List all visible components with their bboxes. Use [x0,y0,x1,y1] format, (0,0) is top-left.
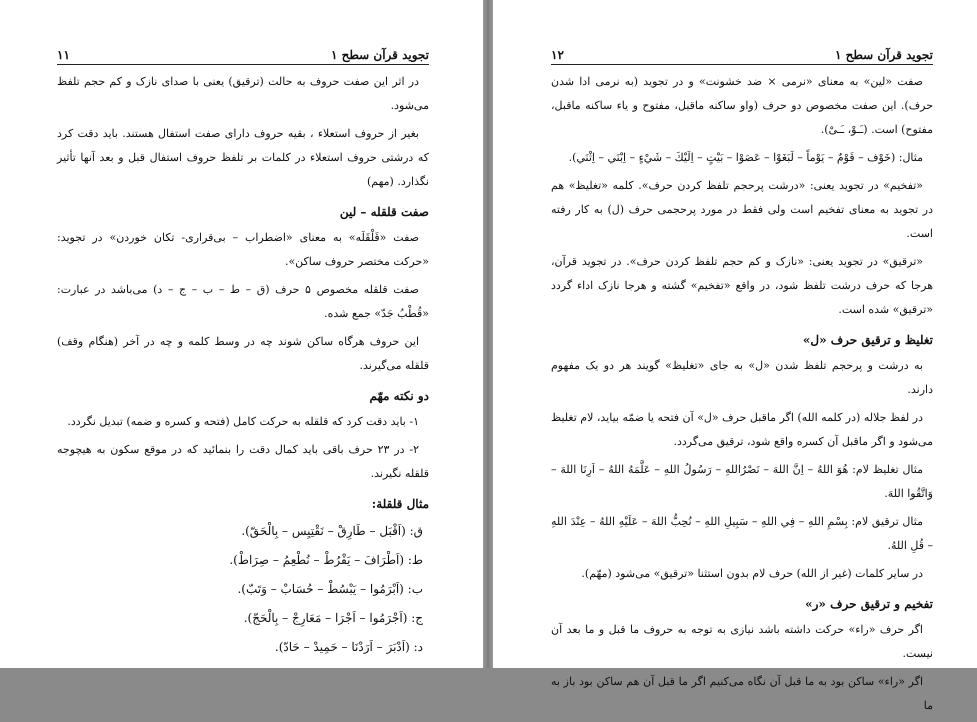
left-page [0,0,483,668]
section-heading: صفت قلقله – لین [339,205,429,219]
example-line: ط: (اَطْرَافَ – يَفْرُطْ – نُطْعِمُ – صِرَاطْ). [229,553,423,567]
section-heading: دو نکته مهّم [369,389,429,403]
section-heading: تفخیم و ترقیق حرف «ر» [805,597,933,611]
paragraph: این حروف هرگاه ساکن شوند چه در وسط کلمه و چه در آخر (هنگام وقف) قلقله می‌گیرند. [57,335,429,372]
paragraph: مثال ترقیق لام: بِسْمِ اللهِ – فِي اللهِ – سَبِيلِ اللهِ – نُحِبُّ اللهَ – عَلَيْهِ اللهُ – عِنْدَ اللهِ – قُلِ اللهُ. [551,515,933,552]
paragraph: «ترقیق» در تجوید یعنی: «نازک و کم حجم تلفظ کردن حرف». در تجوید قرآن، هرجا که حرف درشت تلفظ شود، در واقع «تفخیم» گشته و هرجا نازک اداء گردد «ترقیق» شده است. [551,255,933,316]
paragraph: به درشت و پرحجم تلفظ شدن «ل» به جای «تغلیظ» گویند هر دو یک مفهوم دارند. [551,359,933,396]
page-number: ۱۲ [551,48,564,62]
paragraph: مثال: (خَوْف – قَوْمٌ – يَوْماً – لَبَغَوْا – عَصَوْا – بَيْتٍ – اِلَيْكَ – شَيْءٍ – اِبْنَي – اِثْنَي). [568,151,923,164]
left-page-header [57,40,429,65]
paragraph: بغیر از حروف استعلاء ، بقیه حروف دارای صفت استفال هستند. باید دقت کرد که درشتی حروف استعلاء در کلمات بر تلفظ حروف استفال قبل و بعد آنها تأثیر نگذارد. (مهم) [57,127,429,188]
paragraph: در اثر این صفت حروف به حالت (ترقیق) یعنی با صدای نازک و کم حجم تلفظ می‌شود. [57,75,429,112]
right-page-body [551,70,933,722]
left-page-body [57,70,429,663]
paragraph: ۲- در ۲۳ حرف باقی باید کمال دقت را بنمائید که در موقع سکون به هیچوجه قلقله نگیرند. [57,443,429,480]
section-heading: تغلیظ و ترقیق حرف «ل» [802,333,933,347]
paragraph: اگر «راء» ساکن بود به ما قبل آن نگاه می‌کنیم اگر ما قبل آن هم ساکن بود باز به ما [551,675,933,712]
paragraph: صفت «قَلْقَلَه» به معنای «اضطراب – بی‌قراری- تکان خوردن» در تجوید: «حرکت مختصر حروف ساکن». [57,231,429,268]
book-gutter [483,0,493,668]
running-title: تجوید قرآن سطح ۱ [834,48,933,62]
right-page-header [551,40,933,65]
example-line: د: (اَدْبَرَ – اَرَدْنَا – حَمِيدْ – حَادّ). [274,640,423,654]
example-line: ب: (اَبْرَمُوا – يَبْسُطْ – حُسَابْ – وَتَبّ). [237,582,423,596]
paragraph: صفت «لین» به معنای «نرمی × ضد خشونت» و در تجوید (به نرمی ادا شدن حرف). این صفت مخصوص دو حرف (واو ساکنه ماقبل، مفتوح و یاء ساکنه ماقبل، مفتوح) است. (ـَـوْ، ـَـیْ). [551,75,933,136]
section-heading: مثال قلقلة: [371,497,429,511]
paragraph: مثال تغلیظ لام: هُوَ اللهُ – اِنَّ اللهَ – نَصْرُاللهِ – رَسُولُ اللهِ – عَلَّمَهُ اللهُ – اَرِنَا اللهَ – وَاتَّقُوا اللهَ. [551,463,933,500]
running-title: تجوید قرآن سطح ۱ [330,48,429,62]
example-line: ق: (اَقْبَل – طَارِقْ – نَقْتِيِس – بِالْحَقّ). [241,524,423,538]
paragraph: ۱- باید دقت کرد که قلقله به حرکت کامل (فتحه و کسره و ضمه) تبدیل نگردد. [67,415,419,428]
paragraph: در لفظ جلاله (در کلمه الله) اگر ماقبل حرف «ل» آن فتحه یا ضمّه بیاید، لام تغلیظ می‌شود و اگر ماقبل آن کسره واقع شود، ترقیق می‌گردد. [551,411,933,448]
page-number: ۱۱ [57,48,70,62]
paragraph: اگر حرف «راء» حرکت داشته باشد نیازی به توجه به حروف ما قبل و ما بعد آن نیست. [551,623,933,660]
paragraph: صفت قلقله مخصوص ۵ حرف (ق – ط – ب – ج – د) می‌باشد در عبارت: «قُطْبُ جَدّ» جمع شده. [57,283,429,320]
paragraph: «تفخیم» در تجوید یعنی: «درشت پرحجم تلفظ کردن حرف». کلمه «تغلیظ» هم در تجوید به معنای تفخیم است ولی فقط در مورد پرحجمی حرف (ل) به کار رفته است. [551,179,933,240]
example-line: ج: (اَجْرَمُوا – اَجْرَا – مَعَارِجْ – بِالْحَجّ). [243,611,423,625]
paragraph: در سایر کلمات (غیر از الله) حرف لام بدون استثنا «ترقیق» می‌شود (مهّم). [581,567,923,580]
right-page [493,0,977,712]
